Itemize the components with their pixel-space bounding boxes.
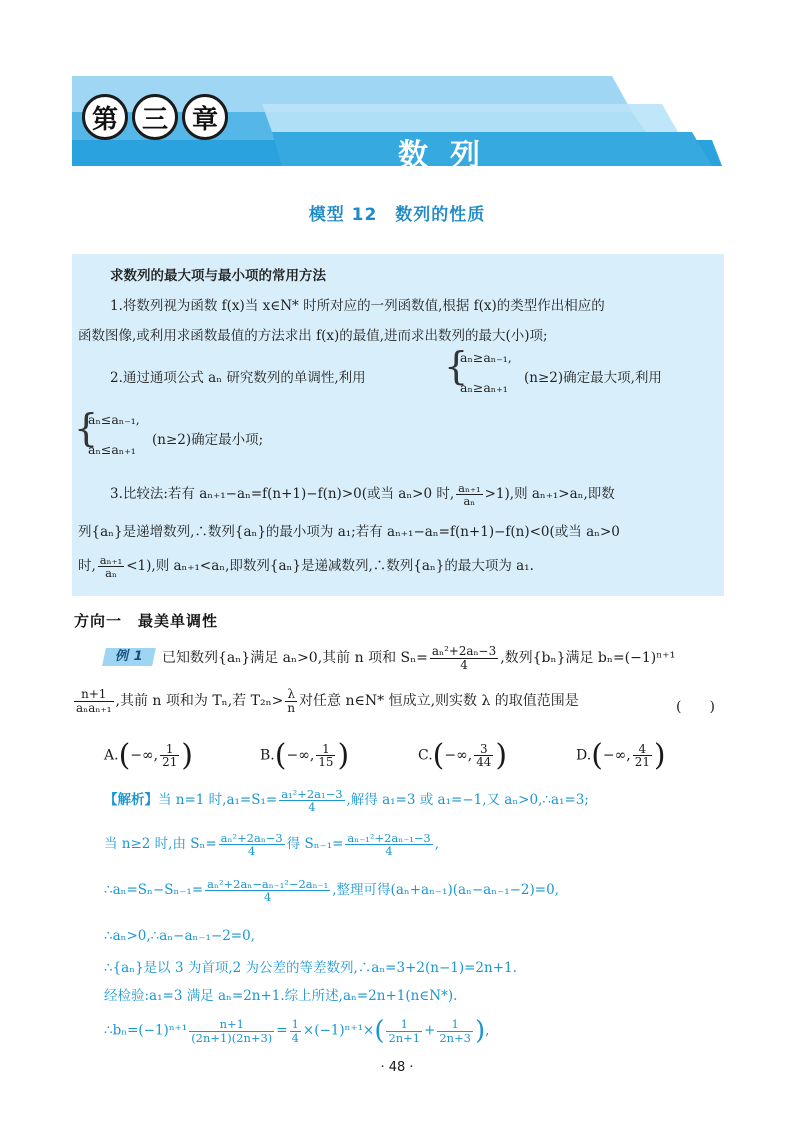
fraction-num: n+1 [189,1018,274,1031]
solution-line5: ∴{aₙ}是以 3 为首项,2 为公差的等差数列,∴aₙ=3+2(n−1)=2n+1. [104,960,517,976]
solution-text: ,整理可得(aₙ+aₙ₋₁)(aₙ−aₙ₋₁−2)=0, [332,882,559,899]
method-p2-tail: (n≥2)确定最大项,利用 [524,370,662,386]
fraction [430,645,498,671]
fraction-num: λ [285,688,297,702]
fraction-num: aₙ²+2aₙ−3 [431,644,497,658]
fraction-num: aₙ²+2aₙ−3 [220,831,283,845]
solution-tag: 【解析】 [104,792,158,809]
solution-text: + [424,1022,436,1039]
solution-text: , [434,836,440,853]
method-box-title: 求数列的最大项与最小项的常用方法 [110,268,326,284]
fraction-den: 2n+3 [439,1030,471,1045]
fraction-den: n [287,700,296,715]
solution-text: ∴aₙ=Sₙ−Sₙ₋₁= [104,882,204,899]
solution-line1 [104,788,589,813]
option-c[interactable]: C.(−∞, $\frac{3}{44}$ ) [418,738,508,773]
fraction [285,688,297,714]
solution-line2 [104,832,439,857]
fraction-den: 4 [291,1030,299,1045]
solution-text: ∴bₙ=(−1)ⁿ⁺¹ [104,1022,188,1039]
option-label: C. [418,747,433,764]
chapter-char-3: 章 [182,94,228,140]
fraction-num: 1 [291,1017,299,1032]
example-line1b: ,数列{bₙ}满足 bₙ=(−1)ⁿ⁺¹ [500,650,676,666]
fraction [279,788,344,813]
option-label: D. [576,747,592,764]
fraction-num: 1 [316,743,335,757]
section-heading: 方向一 最美单调性 [74,612,219,630]
model-title: 模型 12 数列的性质 [308,205,486,225]
fraction-den: aₙaₙ₊₁ [76,700,112,715]
method-box [72,254,724,596]
example-line1 [162,645,675,671]
fraction-num: aₙ₋₁²+2aₙ₋₁−3 [347,831,431,845]
page-number: · 48 · [380,1060,414,1075]
answer-paren: ( ) [676,699,715,715]
chapter-char-2: 三 [132,94,178,140]
fraction-den: 21 [634,755,650,769]
method-p2b-brace-top: aₙ≤aₙ₋₁, [88,412,140,427]
fraction [437,1018,473,1043]
solution-line3 [104,878,559,903]
method-p2-brace-bottom: aₙ≥aₙ₊₁ [460,380,508,395]
fraction-num: 4 [633,743,652,757]
method-p2-lead: 2.通过通项公式 aₙ 研究数列的单调性,利用 [110,370,366,386]
fraction-den: 4 [308,800,316,815]
fraction-den: 4 [248,844,256,859]
fraction-den: aₙ [105,566,117,581]
method-p3-line1 [110,482,615,507]
fraction [160,743,179,769]
solution-text: ×(−1)ⁿ⁺¹× [302,1022,375,1039]
solution-text: 当 n=1 时,a₁=S₁= [158,792,278,809]
chapter-banner [72,76,722,166]
fraction [386,1018,422,1043]
brace-symbol: { [444,344,469,388]
method-p3-line3a: 时, [78,558,96,575]
fraction-den: 44 [476,755,492,769]
example-line2a: ,其前 n 项和为 Tₙ,若 T₂ₙ> [115,693,284,709]
method-p3-line3 [78,554,534,579]
fraction [98,554,124,579]
example-line1a: 已知数列{aₙ}满足 aₙ>0,其前 n 项和 Sₙ= [162,650,428,666]
example-line2 [72,688,579,714]
method-p1-line1: 1.将数列视为函数 f(x)当 x∈N* 时所对应的一列函数值,根据 f(x)的类型作出相应的 [110,298,605,314]
chapter-name: 数列 [398,138,502,173]
fraction-den: 2n+1 [388,1030,421,1045]
fraction-num: 1 [160,743,179,757]
solution-text: , [485,1022,490,1039]
fraction [290,1018,301,1043]
method-p3-line1a: 3.比较法:若有 aₙ₊₁−aₙ=f(n+1)−f(n)>0(或当 aₙ>0 时, [110,486,455,503]
fraction [345,832,432,857]
option-left: −∞, [602,747,631,764]
method-p2b-brace-bottom: aₙ≤aₙ₊₁ [88,442,136,457]
fraction [74,688,114,714]
fraction [474,743,493,769]
option-label: A. [104,747,119,764]
fraction-num: a₁²+2a₁−3 [281,787,343,801]
method-p3-line1b: >1),则 aₙ₊₁>aₙ,即数 [484,486,615,503]
fraction-den: 21 [162,755,178,769]
fraction-den: aₙ [463,494,476,509]
solution-text: 得 Sₙ₋₁= [286,836,344,853]
fraction [456,482,482,507]
fraction-den: 4 [264,890,272,905]
option-left: −∞, [444,747,473,764]
solution-line6: 经检验:a₁=3 满足 aₙ=2n+1.综上所述,aₙ=2n+1(n∈N*). [104,988,458,1004]
fraction-num: 3 [474,743,493,757]
fraction [633,743,652,769]
option-d[interactable]: D.(−∞, $\frac{4}{21}$ ) [576,738,666,773]
fraction-num: aₙ₊₁ [99,553,123,567]
method-p2b-tail: (n≥2)确定最小项; [152,432,264,448]
option-b[interactable]: B.(−∞, $\frac{1}{15}$ ) [260,738,350,773]
fraction [205,878,330,903]
example-badge: 例 1 [102,648,156,666]
fraction [219,832,285,857]
solution-line7: ∴bₙ=(−1)ⁿ⁺¹ $\frac{n+1}{(2n+1)(2n+3)}$ = $\frac{1}{4}$ ×(−1)ⁿ⁺¹×( $\frac{1}{2n+1}$ + $\frac{1}{2n+3}$ ), [104,1016,490,1046]
option-a[interactable]: A.(−∞, $\frac{1}{21}$ ) [104,738,193,773]
chapter-char-1: 第 [82,94,128,140]
method-p2-brace-top: aₙ≥aₙ₋₁, [460,350,512,365]
solution-text: ,解得 a₁=3 或 a₁=−1,又 aₙ>0,∴a₁=3; [346,792,589,809]
fraction [189,1018,274,1043]
method-p1-line2: 函数图像,或利用求函数最值的方法求出 f(x)的最值,进而求出数列的最大(小)项; [78,328,548,344]
fraction-num: aₙ₊₁ [458,481,481,495]
fraction [316,743,335,769]
option-left: −∞, [286,747,315,764]
fraction-den: (2n+1)(2n+3) [191,1030,273,1045]
solution-text: 当 n≥2 时,由 Sₙ= [104,836,217,853]
fraction-num: n+1 [74,688,114,702]
fraction-den: 4 [460,657,468,672]
fraction-den: 15 [318,755,334,769]
example-line2b: 对任意 n∈N* 恒成立,则实数 λ 的取值范围是 [299,693,579,709]
solution-line4: ∴aₙ>0,∴aₙ−aₙ₋₁−2=0, [104,928,255,944]
brace-symbol: { [74,406,99,450]
solution-text: = [276,1022,288,1039]
fraction-num: 1 [386,1018,422,1031]
option-label: B. [260,747,275,764]
fraction-num: 1 [437,1018,473,1031]
option-left: −∞, [130,747,159,764]
fraction-num: aₙ²+2aₙ−aₙ₋₁²−2aₙ₋₁ [207,877,329,891]
method-p3-line2: 列{aₙ}是递增数列,∴数列{aₙ}的最小项为 a₁;若有 aₙ₊₁−aₙ=f(n+1)−f(n)<0(或当 aₙ>0 [78,524,620,540]
method-p3-line3b: <1),则 aₙ₊₁<aₙ,即数列{aₙ}是递减数列,∴数列{aₙ}的最大项为 a₁. [126,558,534,575]
fraction-den: 4 [385,844,393,859]
